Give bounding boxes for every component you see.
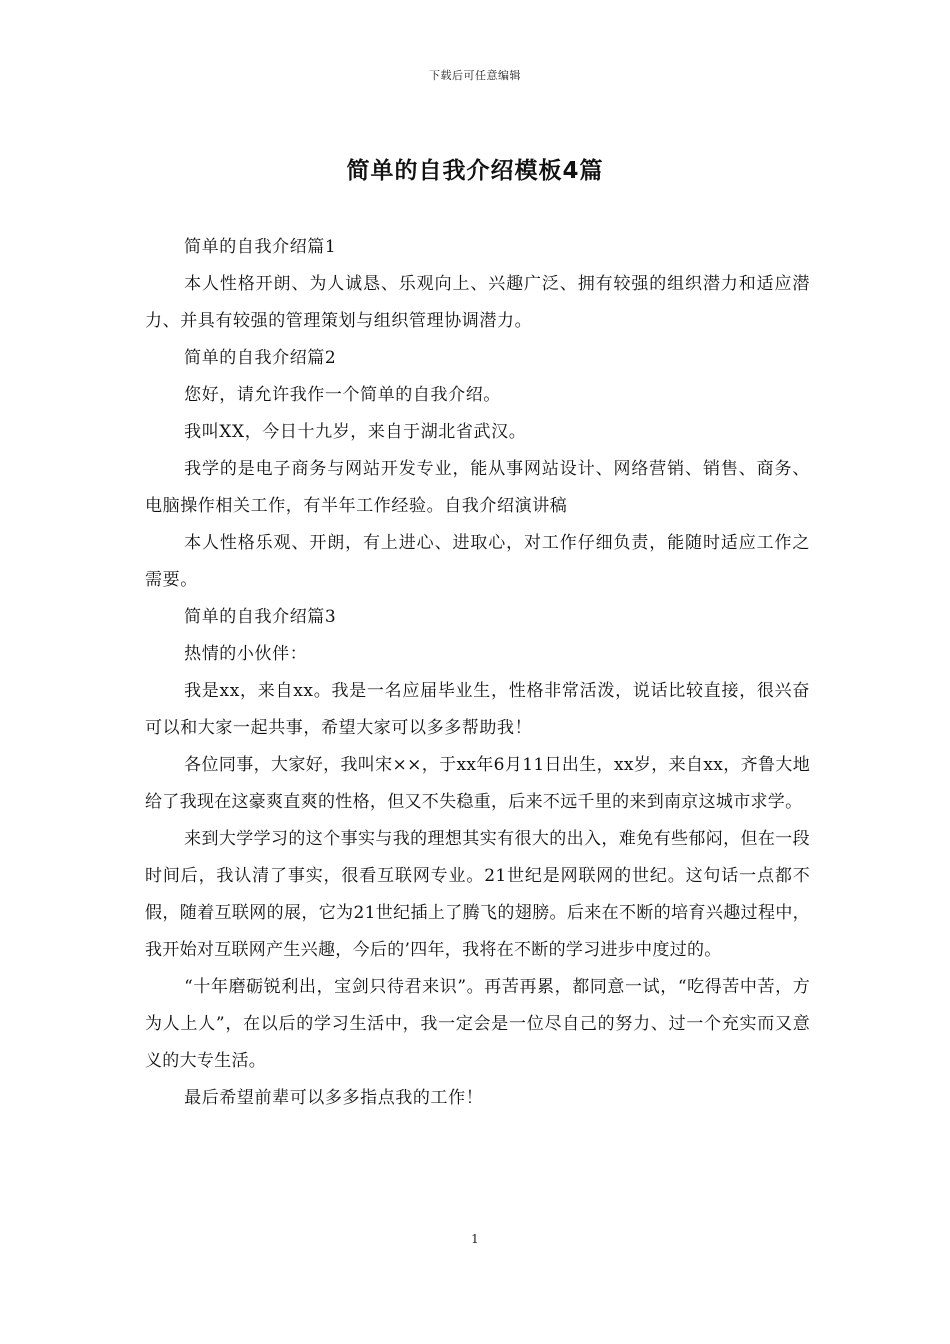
page-number: 1 <box>471 1232 479 1246</box>
document-body <box>145 229 810 1117</box>
body-paragraph: 最后希望前辈可以多多指点我的工作！ <box>184 1088 484 1108</box>
body-paragraph: 我叫XX，今日十九岁，来自于湖北省武汉。 <box>184 422 527 442</box>
body-paragraph: 热情的小伙伴： <box>184 644 308 664</box>
body-paragraph: 各位同事，大家好，我叫宋××，于xx年6月11日出生，xx岁，来自xx，齐鲁大地给了我现在这豪爽直爽的性格，但又不失稳重，后来不远千里的来到南京这城市求学。 <box>145 755 810 812</box>
section-heading: 简单的自我介绍篇3 <box>184 607 337 627</box>
body-paragraph: 我是xx，来自xx。我是一名应届毕业生，性格非常活泼，说话比较直接，很兴奋可以和大家一起共事，希望大家可以多多帮助我！ <box>145 681 810 738</box>
body-paragraph: 本人性格开朗、为人诚恳、乐观向上、兴趣广泛、拥有较强的组织潜力和适应潜力、并具有较强的管理策划与组织管理协调潜力。 <box>145 274 810 331</box>
body-paragraph: 您好，请允许我作一个简单的自我介绍。 <box>184 385 501 405</box>
section-heading: 简单的自我介绍篇2 <box>184 348 337 368</box>
body-paragraph: 本人性格乐观、开朗，有上进心、进取心，对工作仔细负责，能随时适应工作之需要。 <box>145 533 810 590</box>
document-title: 简单的自我介绍模板4篇 <box>346 158 604 184</box>
section-heading: 简单的自我介绍篇1 <box>184 237 337 257</box>
body-paragraph: 我学的是电子商务与网站开发专业，能从事网站设计、网络营销、销售、商务、电脑操作相关工作，有半年工作经验。自我介绍演讲稿 <box>145 459 810 516</box>
header-note: 下载后可任意编辑 <box>429 69 521 82</box>
body-paragraph: “十年磨砺锐利出，宝剑只待君来识”。再苦再累，都同意一试，“吃得苦中苦，方为人上人”，在以后的学习生活中，我一定会是一位尽自己的努力、过一个充实而又意义的大专生活。 <box>145 977 810 1071</box>
body-paragraph: 来到大学学习的这个事实与我的理想其实有很大的出入，难免有些郁闷，但在一段时间后，我认清了事实，很看互联网专业。21世纪是网联网的世纪。这句话一点都不假，随着互联网的展，它为21世纪插上了腾飞的翅膀。后来在不断的培育兴趣过程中，我开始对互联网产生兴趣，今后的’四年，我将在不断的学习进步中度过的。 <box>145 829 810 960</box>
